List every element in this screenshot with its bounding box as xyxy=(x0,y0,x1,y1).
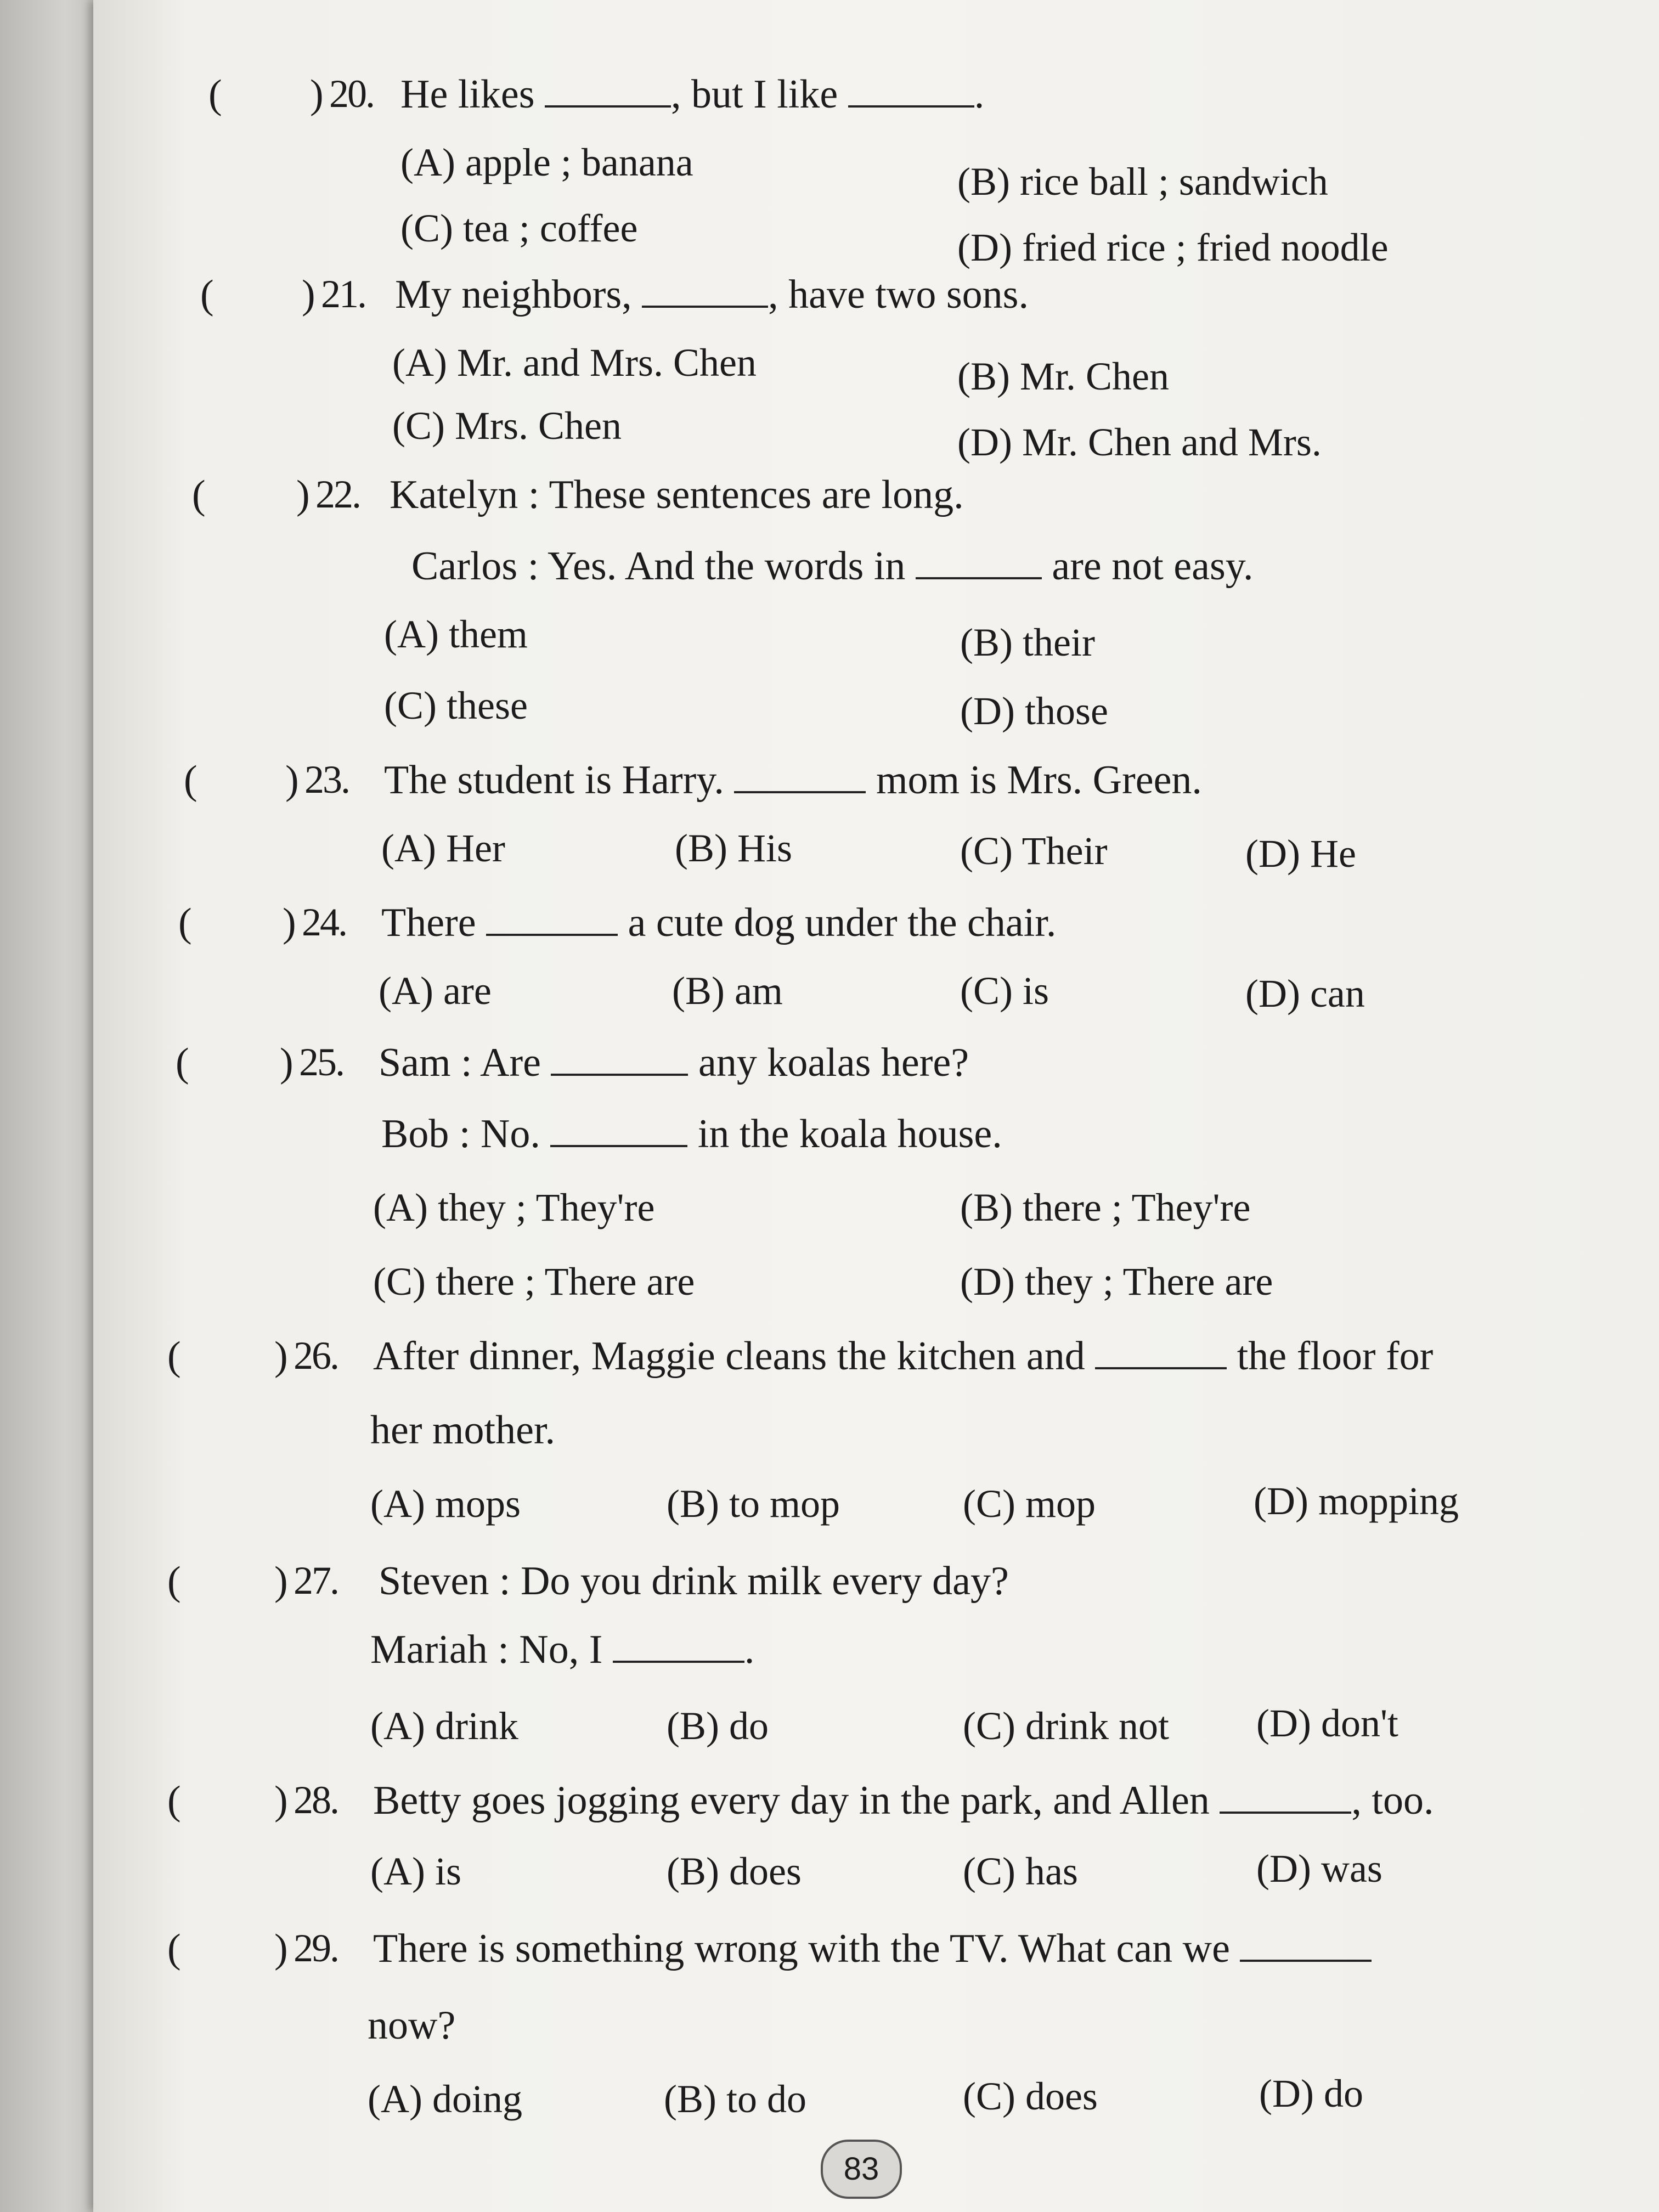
question-number: 27. xyxy=(294,1559,338,1602)
question-line-2: Carlos : Yes. And the words in are not easy. xyxy=(411,544,1254,589)
question-line-2: Bob : No. in the koala house. xyxy=(381,1111,1002,1156)
question-stem: There is something wrong with the TV. What can we xyxy=(373,1926,1372,1972)
answer-paren-right: ) xyxy=(274,1559,288,1604)
answer-paren-left: ( xyxy=(200,272,214,317)
option-b: (B) there ; They're xyxy=(960,1186,1251,1229)
answer-paren-right: ) xyxy=(302,272,315,317)
option-d: (D) was xyxy=(1256,1847,1383,1891)
answer-blank xyxy=(1095,1334,1227,1369)
option-d: (D) can xyxy=(1245,972,1365,1015)
option-b: (B) His xyxy=(675,826,792,870)
question-stem: There a cute dog under the chair. xyxy=(381,900,1057,945)
question-line-2: Mariah : No, I . xyxy=(370,1627,755,1672)
answer-blank xyxy=(642,273,768,308)
question-stem: After dinner, Maggie cleans the kitchen and the floor for xyxy=(373,1334,1434,1379)
workbook-page xyxy=(93,0,1659,2212)
option-d: (D) they ; There are xyxy=(960,1260,1273,1304)
option-c: (C) does xyxy=(963,2074,1098,2118)
answer-blank xyxy=(551,1041,688,1076)
option-a: (A) Mr. and Mrs. Chen xyxy=(392,341,757,385)
answer-paren-left: ( xyxy=(178,900,192,945)
answer-paren-left: ( xyxy=(208,72,222,117)
answer-paren-right: ) xyxy=(280,1040,294,1085)
option-a: (A) are xyxy=(379,969,492,1013)
answer-paren-right: ) xyxy=(274,1334,288,1379)
option-d: (D) do xyxy=(1259,2072,1363,2115)
question-stem: He likes , but I like . xyxy=(400,72,985,117)
question-number: 28. xyxy=(294,1778,338,1822)
option-a: (A) drink xyxy=(370,1704,518,1748)
question-stem: My neighbors, , have two sons. xyxy=(395,272,1029,317)
option-b: (B) do xyxy=(667,1704,769,1748)
answer-blank xyxy=(550,1112,687,1147)
option-a: (A) doing xyxy=(368,2077,522,2121)
option-a: (A) Her xyxy=(381,826,505,870)
answer-blank xyxy=(486,901,618,936)
answer-blank xyxy=(848,72,974,108)
option-a: (A) apple ; banana xyxy=(400,140,693,184)
option-d: (D) fried rice ; fried noodle xyxy=(957,225,1389,269)
question-number: 22. xyxy=(315,472,360,516)
answer-blank xyxy=(916,544,1042,579)
option-a: (A) them xyxy=(384,612,528,656)
option-b: (B) Mr. Chen xyxy=(957,354,1169,398)
answer-paren-left: ( xyxy=(184,758,198,803)
question-number: 23. xyxy=(304,758,349,802)
option-c: (C) tea ; coffee xyxy=(400,206,638,250)
option-b: (B) does xyxy=(667,1849,802,1893)
question-line-2: now? xyxy=(368,2003,456,2048)
option-b: (B) am xyxy=(672,969,783,1013)
question-stem: Betty goes jogging every day in the park, and Allen , too. xyxy=(373,1778,1434,1823)
question-stem: Katelyn : These sentences are long. xyxy=(390,472,964,517)
option-c: (C) drink not xyxy=(963,1704,1169,1748)
answer-blank xyxy=(613,1628,744,1663)
answer-blank xyxy=(1240,1927,1372,1962)
question-number: 25. xyxy=(299,1040,343,1084)
option-a: (A) is xyxy=(370,1849,461,1893)
option-d: (D) those xyxy=(960,689,1108,733)
answer-blank xyxy=(734,758,866,793)
answer-paren-left: ( xyxy=(167,1334,181,1379)
option-a: (A) they ; They're xyxy=(373,1186,655,1229)
option-c: (C) these xyxy=(384,684,528,727)
book-spine xyxy=(0,0,93,2212)
answer-paren-right: ) xyxy=(296,472,310,517)
option-b: (B) their xyxy=(960,620,1095,664)
answer-paren-left: ( xyxy=(192,472,206,517)
question-stem: The student is Harry. mom is Mrs. Green. xyxy=(384,758,1202,803)
option-c: (C) there ; There are xyxy=(373,1260,695,1304)
question-number: 29. xyxy=(294,1926,338,1970)
option-c: (C) Mrs. Chen xyxy=(392,404,622,448)
question-number: 24. xyxy=(302,900,346,944)
option-d: (D) don't xyxy=(1256,1701,1398,1745)
option-c: (C) has xyxy=(963,1849,1078,1893)
question-line-2: her mother. xyxy=(370,1408,556,1453)
answer-paren-left: ( xyxy=(167,1559,181,1604)
option-b: (B) to do xyxy=(664,2077,806,2121)
question-number: 26. xyxy=(294,1334,338,1378)
option-d: (D) mopping xyxy=(1254,1479,1459,1523)
option-a: (A) mops xyxy=(370,1482,521,1526)
answer-paren-right: ) xyxy=(285,758,299,803)
question-stem: Sam : Are any koalas here? xyxy=(379,1040,969,1085)
option-c: (C) mop xyxy=(963,1482,1096,1526)
answer-paren-right: ) xyxy=(283,900,296,945)
answer-blank xyxy=(545,72,671,108)
option-b: (B) to mop xyxy=(667,1482,840,1526)
option-d: (D) Mr. Chen and Mrs. xyxy=(957,420,1322,464)
answer-paren-left: ( xyxy=(176,1040,189,1085)
question-number: 21. xyxy=(321,272,365,316)
option-c: (C) Their xyxy=(960,829,1108,873)
answer-paren-left: ( xyxy=(167,1926,181,1971)
answer-paren-right: ) xyxy=(274,1926,288,1971)
answer-paren-right: ) xyxy=(274,1778,288,1823)
option-b: (B) rice ball ; sandwich xyxy=(957,160,1328,204)
answer-blank xyxy=(1220,1779,1351,1814)
question-number: 20. xyxy=(329,72,374,116)
question-stem: Steven : Do you drink milk every day? xyxy=(379,1559,1009,1604)
answer-paren-right: ) xyxy=(310,72,324,117)
option-c: (C) is xyxy=(960,969,1049,1013)
option-d: (D) He xyxy=(1245,832,1356,876)
page-number: 83 xyxy=(821,2140,902,2199)
answer-paren-left: ( xyxy=(167,1778,181,1823)
